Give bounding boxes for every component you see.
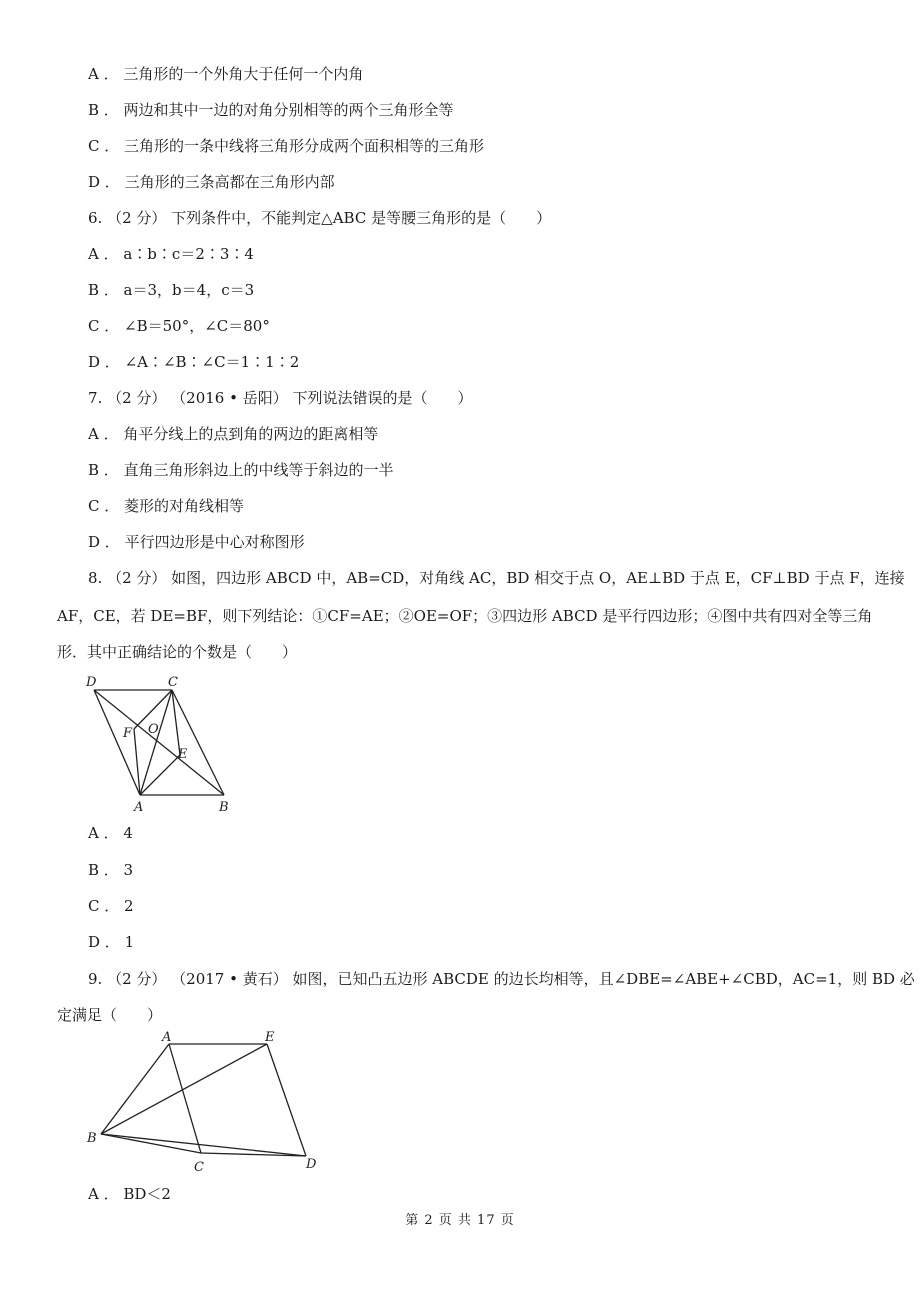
- q5-option-c: C ． 三角形的一条中线将三角形分成两个面积相等的三角形: [88, 137, 485, 155]
- q7-option-c: C ． 菱形的对角线相等: [88, 497, 245, 515]
- q9-stem-line-1: 9. （2 分） （2017 • 黄石） 如图，已知凸五边形 ABCDE 的边长均相等，且∠DBE=∠ABE+∠CBD，AC=1，则 BD 必: [88, 970, 915, 988]
- label-c: C: [194, 1160, 204, 1175]
- label-o: O: [148, 722, 159, 737]
- edge-ba: [101, 1044, 169, 1134]
- segment-be: [101, 1044, 267, 1134]
- label-c: C: [168, 675, 178, 690]
- segment-ce: [172, 690, 180, 755]
- q5-option-b: B ． 两边和其中一边的对角分别相等的两个三角形全等: [88, 101, 454, 119]
- q7-option-a: A ． 角平分线上的点到角的两边的距离相等: [88, 425, 379, 443]
- q9-option-a: A ． BD＜2: [88, 1185, 171, 1203]
- label-b: B: [219, 800, 229, 815]
- q9-stem-line-2: 定满足（ ）: [57, 1006, 163, 1024]
- q8-option-a: A ． 4: [88, 824, 133, 842]
- q6-option-b: B ． a＝3，b＝4，c＝3: [88, 281, 255, 299]
- q6-option-c: C ． ∠B＝50°，∠C＝80°: [88, 317, 270, 335]
- q7-option-b: B ． 直角三角形斜边上的中线等于斜边的一半: [88, 461, 394, 479]
- q6-option-a: A ． a∶b∶c＝2∶3∶4: [88, 245, 254, 263]
- edge-ed: [267, 1044, 306, 1156]
- q5-option-d: D ． 三角形的三条高都在三角形内部: [88, 173, 335, 191]
- label-b: B: [87, 1131, 97, 1146]
- label-a: A: [134, 800, 144, 815]
- edge-ad: [94, 690, 140, 795]
- edge-cb: [172, 690, 224, 795]
- q8-stem-line-1: 8. （2 分） 如图，四边形 ABCD 中，AB=CD，对角线 AC，BD 相交于点 O，AE⊥BD 于点 E，CF⊥BD 于点 F，连接: [88, 569, 905, 587]
- q6-stem: 6. （2 分） 下列条件中，不能判定△ABC 是等腰三角形的是（ ）: [88, 209, 552, 227]
- q8-option-b: B ． 3: [88, 861, 134, 879]
- q6-option-d: D ． ∠A∶∠B∶∠C＝1∶1∶2: [88, 353, 300, 371]
- label-f: F: [123, 726, 133, 741]
- label-e: E: [178, 747, 188, 762]
- label-d: D: [86, 675, 97, 690]
- q5-option-a: A ． 三角形的一个外角大于任何一个内角: [88, 65, 364, 83]
- q7-stem: 7. （2 分） （2016 • 岳阳） 下列说法错误的是（ ）: [88, 389, 473, 407]
- label-a: A: [162, 1030, 172, 1045]
- segment-ac: [169, 1044, 201, 1153]
- q8-option-d: D ． 1: [88, 933, 135, 951]
- label-e: E: [265, 1030, 275, 1045]
- q8-stem-line-2: AF，CE，若 DE=BF，则下列结论：①CF=AE；②OE=OF；③四边形 ABCD 是平行四边形；④图中共有四对全等三角: [57, 607, 873, 625]
- diagonal-db: [94, 690, 224, 795]
- q9-figure: [82, 1028, 332, 1178]
- label-d: D: [306, 1157, 317, 1172]
- q8-stem-line-3: 形．其中正确结论的个数是（ ）: [57, 643, 298, 661]
- segment-af: [134, 729, 140, 795]
- q8-option-c: C ． 2: [88, 897, 134, 915]
- q7-option-d: D ． 平行四边形是中心对称图形: [88, 533, 305, 551]
- q8-figure: [82, 670, 252, 815]
- page-footer: 第 2 页 共 17 页: [405, 1213, 515, 1228]
